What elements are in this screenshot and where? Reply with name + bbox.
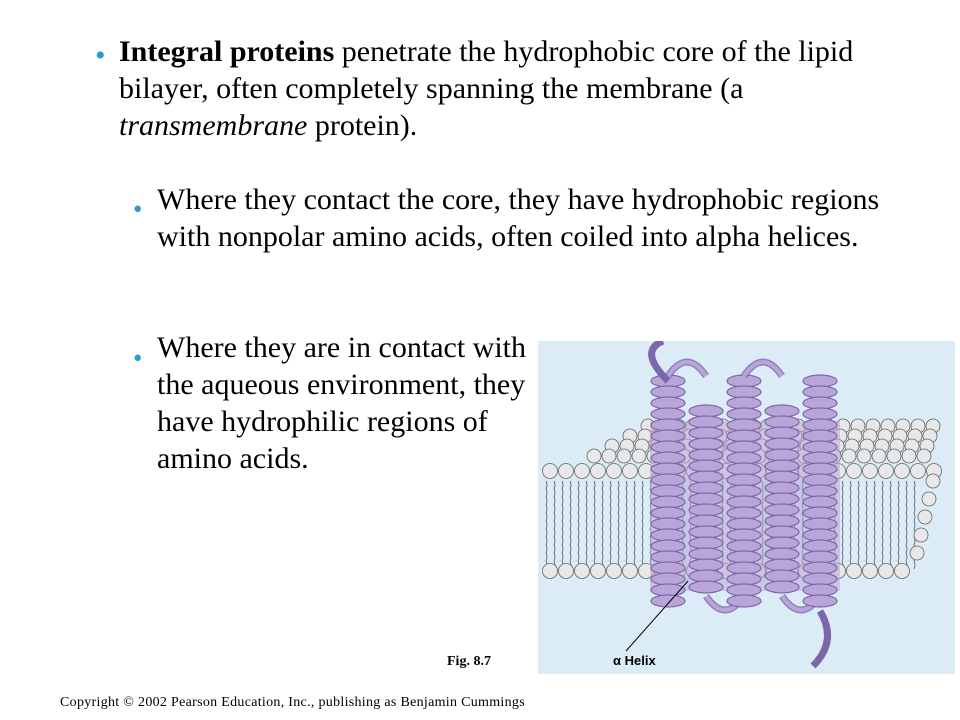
- helix-turn: [689, 526, 723, 538]
- sub-bullet-hydrophobic: Where they contact the core, they have hydrophobic regions with nonpolar amino acids, often coiled into alpha helices.: [157, 183, 880, 253]
- lipid-head: [911, 464, 926, 479]
- bullet-integral-proteins: [119, 33, 919, 144]
- helix-turn: [727, 518, 761, 530]
- lipid-head: [895, 464, 910, 479]
- bullet-text-end: protein).: [307, 109, 418, 142]
- lipid-tail: [858, 481, 859, 569]
- lipid-tail: [890, 481, 891, 569]
- helix-turn: [689, 581, 723, 593]
- helix-turn: [689, 559, 723, 571]
- helix-turn: [803, 518, 837, 530]
- terminal-ribbon: [652, 341, 668, 381]
- helix-turn: [651, 441, 685, 453]
- lipid-tail: [866, 481, 867, 569]
- helix-turn: [803, 496, 837, 508]
- helix-turn: [765, 449, 799, 461]
- lipid-tail: [898, 481, 899, 569]
- lipid-head: [847, 464, 862, 479]
- lipid-head: [559, 564, 574, 579]
- lipid-head: [543, 564, 558, 579]
- lipid-tail: [882, 481, 883, 569]
- lipid-head: [895, 564, 910, 579]
- lipid-head: [623, 464, 638, 479]
- helix-turn: [689, 449, 723, 461]
- helix-turn: [803, 463, 837, 475]
- helix-turn: [727, 551, 761, 563]
- helix-turn: [689, 504, 723, 516]
- lipid-head: [575, 564, 590, 579]
- copyright-notice: Copyright © 2002 Pearson Education, Inc., publishing as Benjamin Cummings: [60, 695, 525, 710]
- helix-turn: [765, 416, 799, 428]
- bullet-text: penetrate the hydrophobic core of the lipid bilayer, often completely spanning the membrane (a: [119, 35, 854, 105]
- lipid-head: [842, 449, 856, 463]
- helix-turn: [803, 419, 837, 431]
- helix-turn: [689, 416, 723, 428]
- helix-turn: [765, 405, 799, 417]
- lipid-head: [607, 464, 622, 479]
- helix-turn: [689, 460, 723, 472]
- helix-turn: [689, 427, 723, 439]
- sub-bullet-hydrophilic: Where they are in contact with the aqueous environment, they have hydrophilic regions of amino acids.: [157, 331, 526, 475]
- helix-turn: [765, 515, 799, 527]
- helix-turn: [727, 441, 761, 453]
- helix-turn: [765, 482, 799, 494]
- helix-turn: [727, 397, 761, 409]
- helix-turn: [727, 452, 761, 464]
- term-transmembrane: transmembrane: [119, 109, 308, 142]
- lipid-head: [617, 449, 631, 463]
- lipid-tail: [554, 481, 555, 569]
- helix-turn: [727, 496, 761, 508]
- helix-turn: [727, 562, 761, 574]
- lipid-tail: [850, 481, 851, 569]
- helix-turn: [651, 386, 685, 398]
- lipid-tail: [642, 481, 643, 569]
- helix-turn: [651, 551, 685, 563]
- helix-turn: [651, 430, 685, 442]
- helix-turn: [803, 485, 837, 497]
- helix-turn: [727, 463, 761, 475]
- lipid-tail: [618, 481, 619, 569]
- helix-turn: [727, 474, 761, 486]
- lipid-tail: [842, 481, 843, 569]
- helix-turn: [803, 397, 837, 409]
- lipid-tail: [594, 481, 595, 569]
- lipid-tail: [602, 481, 603, 569]
- helix-turn: [689, 515, 723, 527]
- lipid-head: [922, 492, 936, 506]
- helix-turn: [689, 570, 723, 582]
- helix-turn: [765, 493, 799, 505]
- helix-turn: [727, 419, 761, 431]
- lipid-tail: [626, 481, 627, 569]
- helix-turn: [727, 595, 761, 607]
- helix-turn: [727, 540, 761, 552]
- helix-turn: [727, 430, 761, 442]
- lipid-head: [632, 449, 646, 463]
- helix-turn: [651, 474, 685, 486]
- lipid-head: [917, 449, 931, 463]
- helix-turn: [727, 584, 761, 596]
- lipid-tail: [586, 481, 587, 569]
- terminal-ribbon: [813, 611, 828, 666]
- helix-turn: [803, 584, 837, 596]
- transmembrane-protein: [650, 341, 840, 666]
- lipid-head: [879, 464, 894, 479]
- helix-turn: [803, 529, 837, 541]
- lipid-tail: [906, 481, 907, 569]
- helix-turn: [651, 408, 685, 420]
- lipid-head: [863, 564, 878, 579]
- helix-turn: [689, 537, 723, 549]
- lipid-head: [623, 564, 638, 579]
- helix-turn: [689, 493, 723, 505]
- lipid-head: [559, 464, 574, 479]
- helix-turn: [689, 548, 723, 560]
- lipid-tail: [610, 481, 611, 569]
- lipid-head: [887, 449, 901, 463]
- helix-turn: [765, 471, 799, 483]
- bullet-marker: •: [133, 194, 143, 224]
- helix-turn: [803, 408, 837, 420]
- helix-turn: [803, 562, 837, 574]
- helix-turn: [651, 463, 685, 475]
- helix-turn: [727, 529, 761, 541]
- lipid-tail: [634, 481, 635, 569]
- helix-turn: [727, 507, 761, 519]
- helix-turn: [651, 562, 685, 574]
- helix-turn: [651, 452, 685, 464]
- helix-turn: [651, 573, 685, 585]
- figure-caption: Fig. 8.7: [447, 654, 491, 669]
- helix-turn: [803, 551, 837, 563]
- helix-turn: [689, 482, 723, 494]
- helix-turn: [803, 507, 837, 519]
- helix-turn: [803, 452, 837, 464]
- helix-turn: [651, 507, 685, 519]
- lipid-head: [847, 564, 862, 579]
- lipid-head: [607, 564, 622, 579]
- helix-turn: [651, 485, 685, 497]
- lipid-head: [602, 449, 616, 463]
- lipid-head: [575, 464, 590, 479]
- helix-turn: [727, 573, 761, 585]
- helix-turn: [651, 518, 685, 530]
- helix-turn: [689, 405, 723, 417]
- helix-turn: [689, 438, 723, 450]
- helix-turn: [727, 386, 761, 398]
- lipid-tail: [562, 481, 563, 569]
- helix-turn: [651, 419, 685, 431]
- helix-turn: [765, 427, 799, 439]
- term-integral-proteins: Integral proteins: [119, 35, 335, 68]
- lipid-head: [918, 510, 932, 524]
- helix-turn: [765, 504, 799, 516]
- helix-turn: [803, 573, 837, 585]
- bullet-marker: •: [95, 39, 106, 72]
- membrane-protein-figure: [538, 341, 955, 674]
- helix-turn: [765, 581, 799, 593]
- helix-turn: [727, 375, 761, 387]
- lipid-head: [926, 474, 940, 488]
- helix-turn: [765, 537, 799, 549]
- helix-turn: [765, 548, 799, 560]
- lipid-head: [879, 564, 894, 579]
- helix-turn: [765, 526, 799, 538]
- helix-turn: [765, 460, 799, 472]
- lipid-head: [863, 464, 878, 479]
- lipid-head: [591, 464, 606, 479]
- helix-turn: [803, 474, 837, 486]
- helix-turn: [727, 485, 761, 497]
- lipid-head: [872, 449, 886, 463]
- bullet-marker: •: [133, 343, 143, 373]
- lipid-head: [902, 449, 916, 463]
- helix-turn: [651, 496, 685, 508]
- helix-turn: [765, 438, 799, 450]
- lipid-tail: [578, 481, 579, 569]
- helix-turn: [651, 397, 685, 409]
- helix-turn: [727, 408, 761, 420]
- helix-turn: [651, 529, 685, 541]
- helix-turn: [689, 471, 723, 483]
- lipid-head: [587, 449, 601, 463]
- lipid-tail: [874, 481, 875, 569]
- lipid-head: [857, 449, 871, 463]
- helix-turn: [765, 559, 799, 571]
- lipid-head: [914, 528, 928, 542]
- helix-label: α Helix: [613, 653, 656, 668]
- lipid-tail: [546, 481, 547, 569]
- helix-turn: [651, 595, 685, 607]
- helix-turn: [803, 540, 837, 552]
- helix-turn: [803, 386, 837, 398]
- lipid-tail: [570, 481, 571, 569]
- lipid-head: [910, 546, 924, 560]
- helix-turn: [803, 595, 837, 607]
- lipid-head: [591, 564, 606, 579]
- membrane-illustration: [538, 341, 955, 674]
- helix-turn: [765, 570, 799, 582]
- helix-turn: [803, 375, 837, 387]
- helix-turn: [803, 430, 837, 442]
- helix-turn: [651, 540, 685, 552]
- helix-turn: [803, 441, 837, 453]
- lipid-head: [543, 464, 558, 479]
